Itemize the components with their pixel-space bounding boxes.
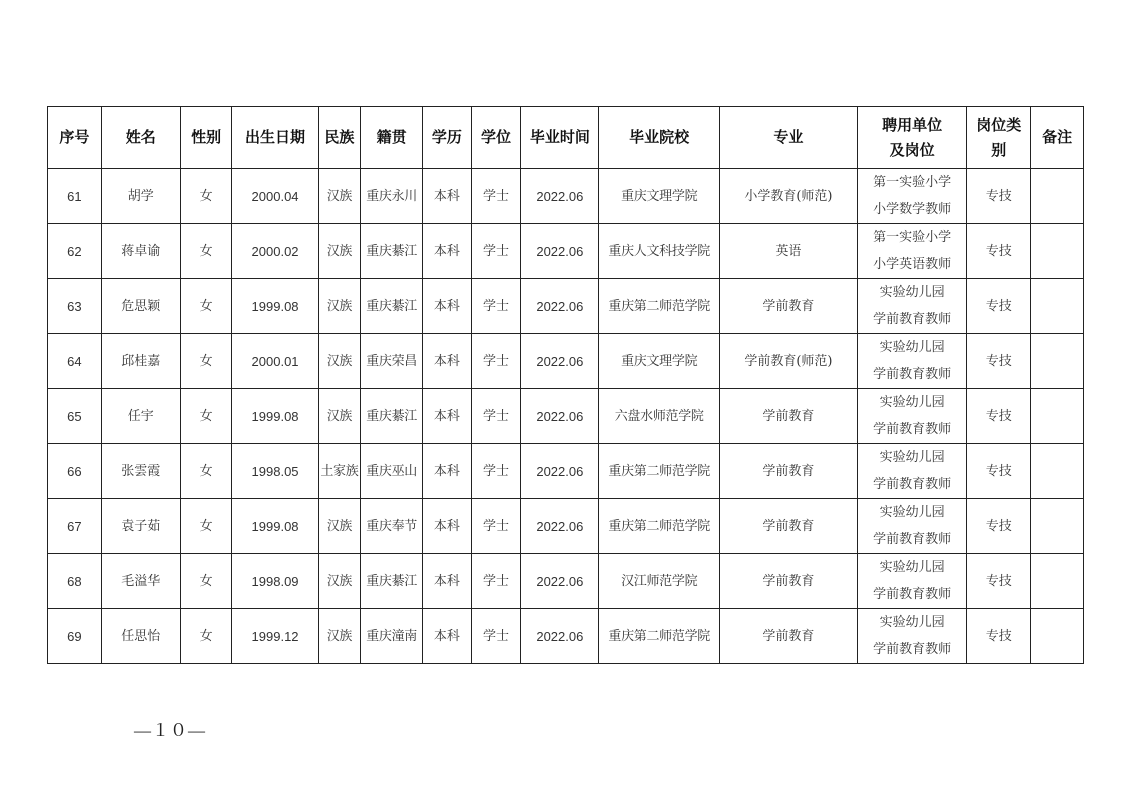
cell-no: 63 bbox=[48, 279, 102, 334]
cell-ethnicity: 汉族 bbox=[318, 334, 361, 389]
cell-major: 学前教育(师范) bbox=[720, 334, 858, 389]
cell-hiring-unit-line2: 小学英语教师 bbox=[873, 257, 952, 272]
cell-degree: 学士 bbox=[471, 224, 521, 279]
cell-education: 本科 bbox=[423, 224, 472, 279]
cell-hiring-unit bbox=[857, 609, 966, 664]
cell-no: 62 bbox=[48, 224, 102, 279]
cell-origin: 重庆綦江 bbox=[361, 554, 423, 609]
cell-degree: 学士 bbox=[471, 554, 521, 609]
cell-ethnicity: 汉族 bbox=[318, 224, 361, 279]
cell-remark bbox=[1031, 224, 1084, 279]
cell-hiring-unit-line2: 学前教育教师 bbox=[873, 642, 952, 657]
cell-birth-date: 1999.12 bbox=[232, 609, 318, 664]
cell-graduation-time: 2022.06 bbox=[521, 279, 599, 334]
cell-no: 61 bbox=[48, 169, 102, 224]
cell-major: 学前教育 bbox=[720, 389, 858, 444]
cell-education: 本科 bbox=[423, 444, 472, 499]
cell-hiring-unit-line2: 学前教育教师 bbox=[873, 587, 952, 602]
cell-school: 重庆第二师范学院 bbox=[599, 499, 720, 554]
cell-school: 六盘水师范学院 bbox=[599, 389, 720, 444]
cell-hiring-unit bbox=[857, 444, 966, 499]
cell-origin: 重庆綦江 bbox=[361, 389, 423, 444]
cell-school: 重庆文理学院 bbox=[599, 334, 720, 389]
header-birth-date: 出生日期 bbox=[232, 107, 318, 169]
header-name: 姓名 bbox=[101, 107, 180, 169]
table-row bbox=[48, 224, 1084, 279]
cell-school: 汉江师范学院 bbox=[599, 554, 720, 609]
header-no: 序号 bbox=[48, 107, 102, 169]
cell-gender: 女 bbox=[180, 444, 232, 499]
cell-gender: 女 bbox=[180, 609, 232, 664]
cell-hiring-unit-line2: 学前教育教师 bbox=[873, 532, 952, 547]
cell-education: 本科 bbox=[423, 334, 472, 389]
cell-origin: 重庆潼南 bbox=[361, 609, 423, 664]
table-row bbox=[48, 554, 1084, 609]
cell-gender: 女 bbox=[180, 554, 232, 609]
cell-hiring-unit-line1: 实验幼儿园 bbox=[879, 560, 945, 575]
cell-remark bbox=[1031, 169, 1084, 224]
cell-post-type: 专技 bbox=[967, 334, 1031, 389]
header-post-type bbox=[967, 107, 1031, 169]
cell-degree: 学士 bbox=[471, 169, 521, 224]
cell-remark bbox=[1031, 609, 1084, 664]
cell-school: 重庆第二师范学院 bbox=[599, 609, 720, 664]
cell-name: 毛溢华 bbox=[101, 554, 180, 609]
cell-hiring-unit-line1: 实验幼儿园 bbox=[879, 615, 945, 630]
cell-gender: 女 bbox=[180, 279, 232, 334]
cell-ethnicity: 汉族 bbox=[318, 499, 361, 554]
cell-graduation-time: 2022.06 bbox=[521, 554, 599, 609]
cell-graduation-time: 2022.06 bbox=[521, 389, 599, 444]
cell-major: 学前教育 bbox=[720, 554, 858, 609]
cell-name: 张雲霞 bbox=[101, 444, 180, 499]
cell-hiring-unit-line2: 学前教育教师 bbox=[873, 312, 952, 327]
cell-name: 危思颖 bbox=[101, 279, 180, 334]
cell-ethnicity: 汉族 bbox=[318, 609, 361, 664]
header-gender: 性别 bbox=[180, 107, 232, 169]
cell-name: 胡学 bbox=[101, 169, 180, 224]
cell-hiring-unit-line2: 学前教育教师 bbox=[873, 422, 952, 437]
cell-gender: 女 bbox=[180, 499, 232, 554]
cell-birth-date: 2000.04 bbox=[232, 169, 318, 224]
header-major: 专业 bbox=[720, 107, 858, 169]
cell-education: 本科 bbox=[423, 554, 472, 609]
cell-hiring-unit-line1: 实验幼儿园 bbox=[879, 395, 945, 410]
cell-hiring-unit bbox=[857, 554, 966, 609]
cell-birth-date: 1999.08 bbox=[232, 389, 318, 444]
table-row bbox=[48, 334, 1084, 389]
cell-birth-date: 1998.05 bbox=[232, 444, 318, 499]
cell-graduation-time: 2022.06 bbox=[521, 609, 599, 664]
cell-school: 重庆文理学院 bbox=[599, 169, 720, 224]
cell-ethnicity: 汉族 bbox=[318, 554, 361, 609]
cell-hiring-unit bbox=[857, 224, 966, 279]
cell-degree: 学士 bbox=[471, 279, 521, 334]
cell-hiring-unit bbox=[857, 334, 966, 389]
cell-degree: 学士 bbox=[471, 609, 521, 664]
cell-remark bbox=[1031, 279, 1084, 334]
cell-post-type: 专技 bbox=[967, 499, 1031, 554]
cell-post-type: 专技 bbox=[967, 444, 1031, 499]
cell-hiring-unit-line1: 实验幼儿园 bbox=[879, 340, 945, 355]
table-row bbox=[48, 169, 1084, 224]
cell-graduation-time: 2022.06 bbox=[521, 334, 599, 389]
cell-gender: 女 bbox=[180, 169, 232, 224]
cell-origin: 重庆永川 bbox=[361, 169, 423, 224]
header-post-type-line1: 岗位类 bbox=[976, 115, 1022, 134]
cell-post-type: 专技 bbox=[967, 609, 1031, 664]
table-row bbox=[48, 609, 1084, 664]
cell-degree: 学士 bbox=[471, 389, 521, 444]
cell-post-type: 专技 bbox=[967, 169, 1031, 224]
cell-origin: 重庆綦江 bbox=[361, 279, 423, 334]
cell-education: 本科 bbox=[423, 609, 472, 664]
cell-degree: 学士 bbox=[471, 499, 521, 554]
cell-birth-date: 1998.09 bbox=[232, 554, 318, 609]
cell-remark bbox=[1031, 334, 1084, 389]
cell-name: 任思怡 bbox=[101, 609, 180, 664]
header-hiring-unit-line2: 及岗位 bbox=[889, 140, 935, 159]
cell-ethnicity: 汉族 bbox=[318, 389, 361, 444]
cell-school: 重庆第二师范学院 bbox=[599, 279, 720, 334]
cell-degree: 学士 bbox=[471, 334, 521, 389]
cell-hiring-unit-line2: 学前教育教师 bbox=[873, 477, 952, 492]
cell-remark bbox=[1031, 499, 1084, 554]
cell-education: 本科 bbox=[423, 279, 472, 334]
cell-origin: 重庆巫山 bbox=[361, 444, 423, 499]
header-post-type-line2: 别 bbox=[991, 140, 1007, 159]
cell-graduation-time: 2022.06 bbox=[521, 499, 599, 554]
cell-hiring-unit-line2: 小学数学教师 bbox=[873, 202, 952, 217]
header-hiring-unit-line1: 聘用单位 bbox=[882, 115, 943, 134]
cell-no: 65 bbox=[48, 389, 102, 444]
cell-degree: 学士 bbox=[471, 444, 521, 499]
cell-birth-date: 1999.08 bbox=[232, 499, 318, 554]
cell-gender: 女 bbox=[180, 389, 232, 444]
cell-education: 本科 bbox=[423, 499, 472, 554]
table-row bbox=[48, 499, 1084, 554]
cell-remark bbox=[1031, 554, 1084, 609]
cell-no: 69 bbox=[48, 609, 102, 664]
header-ethnicity: 民族 bbox=[318, 107, 361, 169]
cell-major: 学前教育 bbox=[720, 279, 858, 334]
cell-origin: 重庆荣昌 bbox=[361, 334, 423, 389]
cell-major: 小学教育(师范) bbox=[720, 169, 858, 224]
cell-school: 重庆第二师范学院 bbox=[599, 444, 720, 499]
staff-roster-table bbox=[47, 106, 1084, 664]
cell-ethnicity: 汉族 bbox=[318, 169, 361, 224]
cell-post-type: 专技 bbox=[967, 554, 1031, 609]
cell-post-type: 专技 bbox=[967, 279, 1031, 334]
cell-post-type: 专技 bbox=[967, 224, 1031, 279]
cell-hiring-unit-line1: 实验幼儿园 bbox=[879, 505, 945, 520]
cell-hiring-unit-line1: 实验幼儿园 bbox=[879, 285, 945, 300]
table-body bbox=[48, 169, 1084, 664]
cell-remark bbox=[1031, 444, 1084, 499]
cell-post-type: 专技 bbox=[967, 389, 1031, 444]
cell-major: 学前教育 bbox=[720, 609, 858, 664]
cell-hiring-unit-line1: 第一实验小学 bbox=[873, 175, 952, 190]
cell-ethnicity: 土家族 bbox=[318, 444, 361, 499]
cell-school: 重庆人文科技学院 bbox=[599, 224, 720, 279]
cell-hiring-unit-line1: 实验幼儿园 bbox=[879, 450, 945, 465]
header-degree: 学位 bbox=[471, 107, 521, 169]
cell-major: 学前教育 bbox=[720, 444, 858, 499]
cell-no: 66 bbox=[48, 444, 102, 499]
cell-ethnicity: 汉族 bbox=[318, 279, 361, 334]
table-row bbox=[48, 389, 1084, 444]
cell-graduation-time: 2022.06 bbox=[521, 444, 599, 499]
cell-origin: 重庆奉节 bbox=[361, 499, 423, 554]
cell-education: 本科 bbox=[423, 389, 472, 444]
cell-birth-date: 1999.08 bbox=[232, 279, 318, 334]
cell-gender: 女 bbox=[180, 224, 232, 279]
header-education: 学历 bbox=[423, 107, 472, 169]
cell-hiring-unit bbox=[857, 499, 966, 554]
cell-no: 67 bbox=[48, 499, 102, 554]
cell-no: 68 bbox=[48, 554, 102, 609]
cell-hiring-unit-line2: 学前教育教师 bbox=[873, 367, 952, 382]
header-hiring-unit bbox=[857, 107, 966, 169]
table-header-row bbox=[48, 107, 1084, 169]
cell-birth-date: 2000.02 bbox=[232, 224, 318, 279]
cell-major: 学前教育 bbox=[720, 499, 858, 554]
cell-no: 64 bbox=[48, 334, 102, 389]
cell-graduation-time: 2022.06 bbox=[521, 224, 599, 279]
table-row bbox=[48, 444, 1084, 499]
cell-hiring-unit bbox=[857, 279, 966, 334]
cell-hiring-unit-line1: 第一实验小学 bbox=[873, 230, 952, 245]
cell-name: 邱桂嘉 bbox=[101, 334, 180, 389]
header-remark: 备注 bbox=[1031, 107, 1084, 169]
cell-hiring-unit bbox=[857, 169, 966, 224]
cell-hiring-unit bbox=[857, 389, 966, 444]
cell-remark bbox=[1031, 389, 1084, 444]
header-graduation-time: 毕业时间 bbox=[521, 107, 599, 169]
cell-gender: 女 bbox=[180, 334, 232, 389]
header-origin: 籍贯 bbox=[361, 107, 423, 169]
cell-major: 英语 bbox=[720, 224, 858, 279]
page-number: —１０— bbox=[134, 721, 206, 740]
cell-graduation-time: 2022.06 bbox=[521, 169, 599, 224]
cell-education: 本科 bbox=[423, 169, 472, 224]
cell-name: 任宇 bbox=[101, 389, 180, 444]
cell-name: 蒋卓谕 bbox=[101, 224, 180, 279]
cell-name: 袁子茹 bbox=[101, 499, 180, 554]
table-row bbox=[48, 279, 1084, 334]
header-school: 毕业院校 bbox=[599, 107, 720, 169]
cell-birth-date: 2000.01 bbox=[232, 334, 318, 389]
cell-origin: 重庆綦江 bbox=[361, 224, 423, 279]
